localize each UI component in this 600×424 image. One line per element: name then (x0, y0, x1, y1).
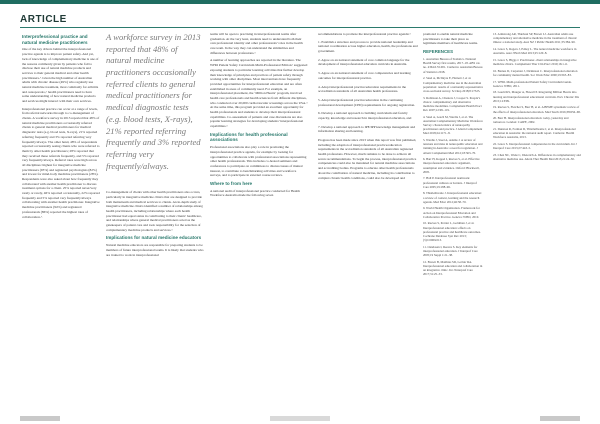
references-heading: REFERENCES (423, 49, 454, 55)
heading-educators: Implications for natural medicine educators (106, 235, 202, 241)
list-item: 1. Establish a structure and process to provide national leadership and national coordination across higher education, health, the professions and government. (318, 39, 418, 54)
paragraph: A national audit of interprofessional practice conducted for Health Workforce Australia made the following seven (210, 188, 301, 198)
section-header: ARTICLE (20, 14, 67, 25)
reference-item: 17. WHO. Multi-professional Patient Safety Curriculum Guide. Geneva: WHO, 2011. (493, 79, 572, 88)
reference-item: 7. Hall P. Interprofessional teamwork: professional cultures as barriers. J Interprof Care 2005;19:188–96. (423, 176, 477, 189)
paragraph: One of the key drivers behind the interprofessional practice agenda is to improve patient safety. And yet, lack of knowledge of complementary medicine is one of the reasons commonly given by patients who fail to disclose their use of natural medicine products and services to their general medical and other health practitioners.^ Given the high number of Australian adults with chronic disease (49%) who regularly use natural medicine treatment, most commonly for arthritis and osteoporosis,^ health practitioners need to have some understanding of how natural medicine products and services might interact with their own services. (22, 47, 99, 104)
paragraph: A number of learning approaches are reported in the literature. The WHO Patient Safety Curriculum Multi-Professional Edition^ suggested exposing students to particular learning activities that further develop their knowledge of principles and practices of patient safety through working with other disciplines. Most interventions have frequently provided opportunities for interprofessional education and are often established in areas of community need. For example, an interprofessional placement, the ‘Million Hearts’ program, involved health care professionals and health sciences from different disciplines, who conducted over 20,000 cardiovascular screenings across the USA.^ At the same time, this program provided an excellent opportunity for health professionals and students to develop their interprofessional capabilities. Co-assessment of patients and case discussions are also popular learning strategies for developing students’ interprofessional capabilities.^ (210, 58, 308, 129)
footer-label-left (20, 416, 60, 421)
paragraph: Natural medicine educators are responsible for preparing students to be members of future interprofessional teams. It is likely that students who are trained to work in interprofessional (106, 243, 204, 257)
reference-item: 20. Barr H. Interprofessional education: today, yesterday and tomorrow. London: CAIPE, 2002. (493, 116, 569, 125)
reference-item: 3. Robinson A, Chesters J, Cooper S. People’s choice: complementary and alternative medicine modalities. Complement Health Pract Rev 2007;12:99–119. (423, 95, 482, 113)
paragraph: Interprofessional practice can occur at a range of levels, from referral networks through to co-management of clients. A workforce survey in 2013 reported that 48% of natural medicine practitioners occasionally referred clients to general medical practitioners for medical diagnostic tests (e.g. blood tests, X-rays), 21% reported referring frequently and 3% reported referring very frequently/always. The other hand, 48% of respondents reported occasionally seeing clients who were referred to them by other health practitioners; 28% reported that they received these referrals frequently, and 5% reported very frequently/always. Referral rates were high across all disciplines: highest for integrative medicine practitioners (93%) and registered psychologists (82%) and lowest for mind-body medicine practitioners (28%). Respondents were also asked about how frequently they collaborated with another health practitioner to discuss treatment options for a client. 25% reported never/very rarely or rarely, 46% reported occasionally, 22% reported frequently and 5% reported very frequently/always collaborating with another health practitioner. Integrative medicine practitioners (94%) and registered professionals (86%) reported the highest rates of collaboration.^ (22, 106, 100, 219)
column-4 (318, 32, 418, 183)
column-5 (423, 32, 483, 279)
column-2 (106, 32, 204, 260)
list-item: 4. Adopt interprofessional practice/education requirements in the accreditation standards of all Australian health professions. (318, 84, 407, 94)
footer-label-right (540, 416, 580, 421)
list-item: 7. Develop a national approach to IPE/IPP knowledge management and information sharing and learning. (318, 124, 416, 134)
reference-item: 14. Grace S, Rogers J, Eddey L. The natural medicine workforce in Australia. Aust J Herb Med 2013;25:120–8. (493, 47, 577, 56)
heading-where-to-from-here: Where to from here (210, 181, 253, 187)
reference-item: 23. Chen NC, Wade C, Dieterich A. Differences in complementary and alternative medicine use. Altern Ther Health Med 2015;21:24–30. (493, 152, 581, 162)
recommendations-list (318, 40, 418, 134)
reference-item: 18. Gould KS, Mauger A, Howell P. Integrating Million Hearts into nursing and interprofessional educational curricula. Prev Chronic Dis 2015;12:E99. (493, 90, 579, 103)
list-item: 2. Agree on an national statement of core common language for the development of interprofessional education curricula in Australia. (318, 57, 410, 67)
paragraph: recommendations to promote the interprofessional practice agenda:^ (318, 32, 411, 36)
heading-associations: Implications for health professional associations (210, 131, 288, 143)
column-1 (22, 32, 100, 222)
paragraph: teams will be open to practising in interprofessional teams after graduation. At the very least, students need to understand both their own professional identity and other professionals’ roles in the health care team. In the way they can understand the similarities and differences between professions.^ (210, 32, 303, 55)
paragraph: Co-management of clients with other health practitioners also occurs, particularly in integrative medicine clinics that are designed to provide both mainstream and medical services to clients. An in-depth study of integrative medicine clinics identified a number of relationships among health practitioners, including relationships where each health practitioner had equal status in contributing to their clients’ healthcare, and relationships where general medical practitioners acted as the gatekeepers of patient care and took responsibility for the selection of complementary medicine products and services.^ (106, 190, 203, 232)
list-item: 5. Adopt interprofessional practice/education in the continuing professional development (CPD) requirements for ongoing registration. (318, 97, 416, 107)
paragraph: Progress has been made since 2013 when this report was first published, including the adoption of interprofessional practice/education requirements in the accreditation standards of all Australian registered health professions. However, much remains to be done to achieve all seven recommendations. To begin the process, interprofessional practice competencies could also be mandated for natural medicine associations and accrediting bodies. Programs to educate other health professionals about the contribution of natural medicine, including its contribution to complex chronic health conditions, could also be developed and (318, 138, 417, 180)
reference-item: 1. Australian Bureau of Statistics. National Health Survey first results, 2017–18. ABS cat. no. 4364.0.55.001. Canberra: Australian Bureau of Statistics 2018. (423, 57, 483, 74)
reference-item: 11. Oandasan I, Reeves S. Key elements for interprofessional education. J Interprof Care 2005;19 Suppl 1:21–38. (423, 244, 478, 258)
reference-item: 9. World Health Organization. Framework for Action on Interprofessional Education and Collaborative Practice. Geneva: WHO, 2010. (423, 206, 480, 219)
paragraph: Professional associations also play a role in promoting the interprofessional practice agenda, for example by looking for opportunities to collaborate with professional associations representing other health professionals. This includes co-hosted seminars and conferences to participate on committees to discuss issues of mutual interest, to contribute to benchmarking activities and workforce surveys, and to participate in external course reviews. (210, 145, 307, 178)
reference-item: 10. Reeves S, Perrier L, Goldman J, et al. Interprofessional education: effects on professional practice and healthcare outcomes. Cochrane Database Syst Rev 2013;(3):CD002213. (423, 221, 481, 243)
reference-item: 13. Armstrong AR, Thiebaut SP, Brown LJ. Australian adults use complementary and alternative medicine in the treatment of chronic illness: a national study. Aust NZ J Public Health 2011;35:384–90. (493, 32, 578, 45)
reference-item: 8. Thistlethwaite J. Interprofessional education: a review of context, learning and the research agenda. Med Educ 2012;46:58–70. (423, 191, 482, 204)
paragraph: promoted to enable natural medicine practitioners to take their place as legitimate members of healthcare teams. (423, 32, 478, 46)
reference-item: 6. Barr H, Koppel I, Reeves S, et al. Effective interprofessional education: argument, assumption and evidence. Oxford: Blackwell, 2005. (423, 157, 480, 174)
list-item: 6. Develop a national approach to building curriculum and faculty capacity, knowledge and research in interprofessional education, and (318, 111, 412, 120)
reference-item: 4. Steel A, Leach M, Wardle J, et al. The Australian Complementary Medicine Workforce Survey: characteristics of naturopathy practitioners and practice. J Altern Complement Med 2018;24:1171–8. (423, 114, 483, 136)
reference-item: 2. Steel A, McIntyre E, Harnett J, et al. Complementary medicine use in the Australian population: results of a nationally-representative cross-sectional survey. Sci Rep 2018;8:17325. (423, 76, 483, 93)
top-accent-bar (0, 0, 600, 4)
reference-item: 12. Brown B, Matthias SD, Leclair RA. Interprofessional education and collaboration in an integrative clinic. Int J Interprof Care 2017;31:25–33. (423, 259, 483, 277)
footer-label-center (270, 416, 330, 421)
reference-item: 21. Dunston R, Forman D, Thistlethwaite J, et al. Interprofessional education in Australia: the national audit report. Canberra: Health Workforce Australia, 2013. (493, 127, 576, 140)
reference-item: 22. Grace S. Interprofessional competencies in the curriculum. Int J Interprof Care 2013;27:443–5. (493, 142, 577, 151)
column-6 (493, 32, 581, 164)
reference-item: 15. Grace S, Higgs J. Practitioner–client relationships in integrative medicine clinics. Complement Ther Clin Pract 2010;16:1–6. (493, 57, 577, 67)
header-rule (20, 27, 580, 28)
pull-quote: A workforce survey in 2013 reported that 48% of natural medicine practitioners occasionally referred clients to general medical practitioners for medical diagnostic tests (e.g. blood tests, X-rays), 21% reported referring frequently and 3% reported referring very frequently/always. (106, 32, 201, 171)
heading-interprofessional-practice: Interprofessional practice and natural medicine practitioners (22, 34, 88, 45)
page-footer (0, 412, 600, 424)
reference-item: 16. Barnes D, Carpenter J, Dickinson C. Interprofessional education for community mental health. Soc Work Educ 2000;19:565–83. (493, 68, 578, 77)
column-3 (210, 32, 308, 201)
list-item: 3. Agree on an national statement of core competencies and learning outcomes for interprofessional practice. (318, 71, 411, 80)
reference-item: 19. Reeves S, Fletcher S, Barr H, et al. A BEME systematic review of the effects of interprofessional education. Med Teach 2016;38:656–68. (493, 105, 581, 114)
reference-item: 5. Wardle J, Steel A, Adams J. A review of tensions and risks in naturopathic education and training in Australia: a need for regulation. J Altern Complement Med 2012;18:363–70. (423, 138, 483, 155)
